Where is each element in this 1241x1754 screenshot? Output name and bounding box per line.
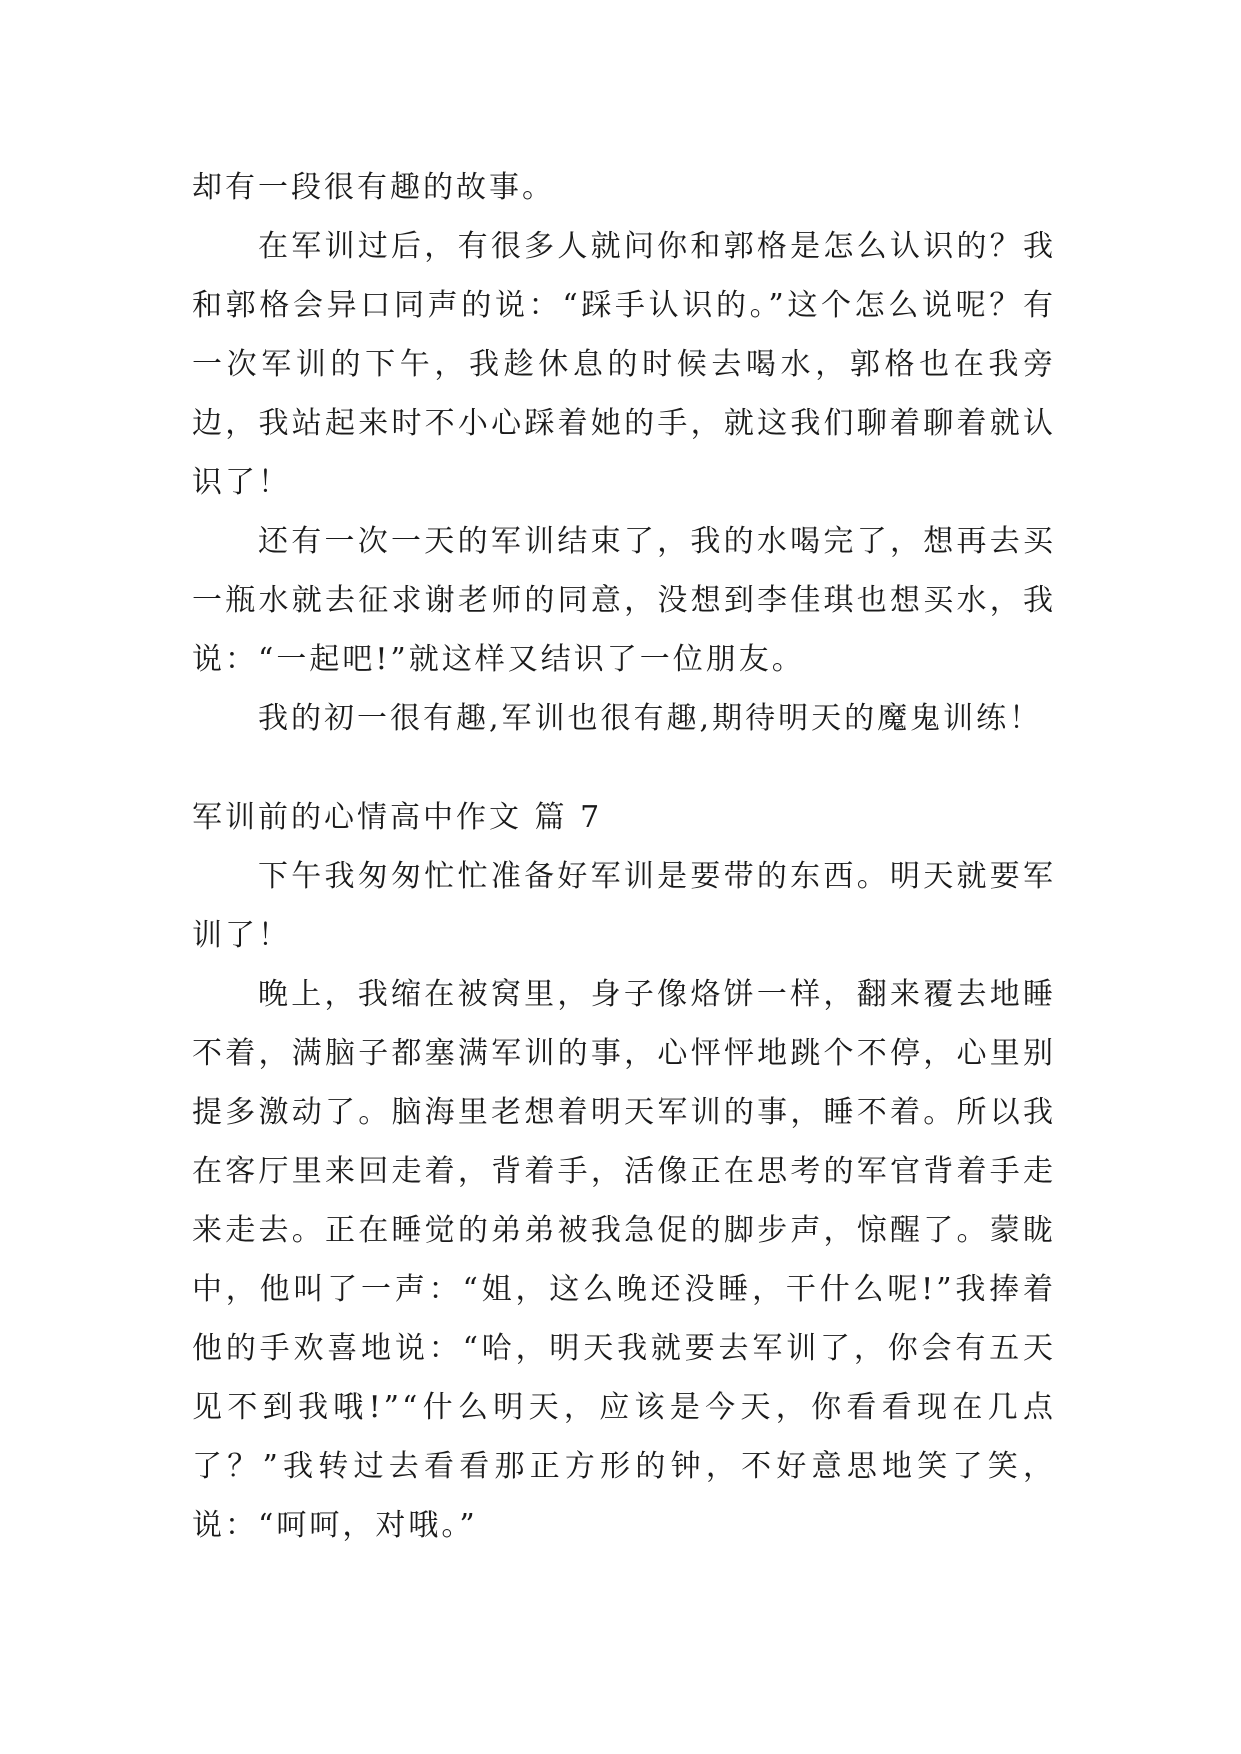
paragraph-buying-water: 还有一次一天的军训结束了，我的水喝完了，想再去买一瓶水就去征求谢老师的同意，没想到李佳琪也想买水，我说：“一起吧!”就这样又结识了一位朋友。 — [192, 524, 1056, 677]
section-spacer — [192, 748, 1056, 788]
paragraph-conclusion: 我的初一很有趣,军训也很有趣,期待明天的魔鬼训练！ — [258, 701, 1043, 736]
document-body — [192, 158, 1056, 1555]
paragraph-continuation: 却有一段很有趣的故事。 — [192, 170, 555, 205]
paragraph-how-we-met: 在军训过后，有很多人就问你和郭格是怎么认识的？我和郭格会异口同声的说：“踩手认识的。”这个怎么说呢？有一次军训的下午，我趁休息的时候去喝水，郭格也在我旁边，我站起来时不小心踩着她的手，就这我们聊着聊着就认识了！ — [192, 229, 1056, 500]
section-title: 军训前的心情高中作文 篇 7 — [192, 800, 603, 835]
paragraph-night-excitement: 晚上，我缩在被窝里，身子像烙饼一样，翻来覆去地睡不着，满脑子都塞满军训的事，心怦怦地跳个不停，心里别提多激动了。脑海里老想着明天军训的事，睡不着。所以我在客厅里来回走着，背着手，活像正在思考的军官背着手走来走去。正在睡觉的弟弟被我急促的脚步声，惊醒了。蒙眬中，他叫了一声：“姐，这么晚还没睡，干什么呢!”我捧着他的手欢喜地说：“哈，明天我就要去军训了，你会有五天见不到我哦!”“什么明天，应该是今天，你看看现在几点了？”我转过去看看那正方形的钟，不好意思地笑了笑，说：“呵呵，对哦。” — [192, 977, 1056, 1543]
paragraph-afternoon-prep: 下午我匆匆忙忙准备好军训是要带的东西。明天就要军训了！ — [192, 859, 1056, 953]
